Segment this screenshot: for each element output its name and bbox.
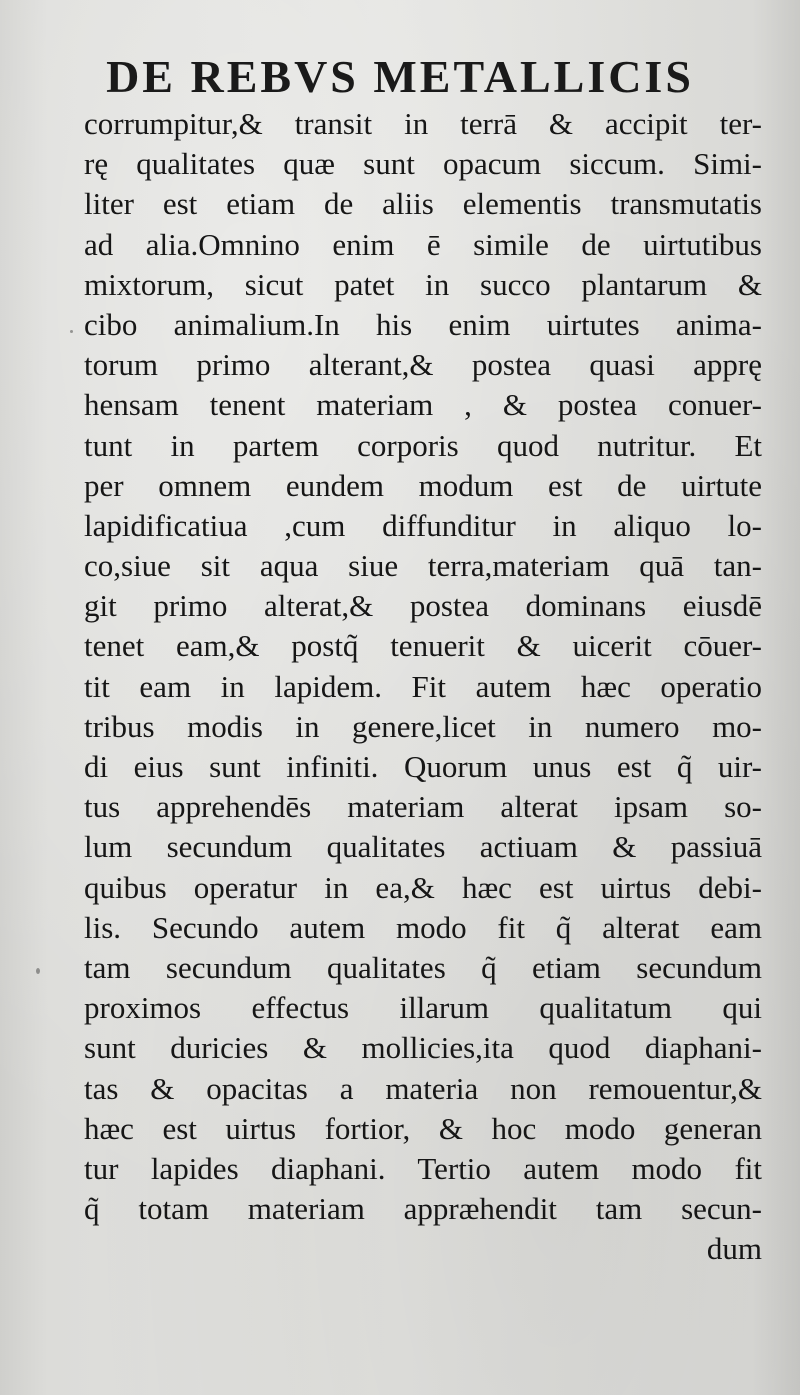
text-line: cibo animalium.In his enim uirtutes anima- (84, 306, 762, 342)
text-line: per omnem eundem modum est de uirtute (84, 467, 762, 503)
text-line: tenet eam,& postq̃ tenuerit & uicerit cōuer- (84, 628, 762, 664)
text-line: tunt in partem corporis quod nutritur. Et (84, 427, 762, 463)
text-line: proximos effectus illarum qualitatum qui (84, 990, 762, 1026)
ink-speck (36, 968, 40, 974)
text-line: mixtorum, sicut patet in succo plantarum & (84, 266, 762, 302)
text-line: tur lapides diaphani. Tertio autem modo fit (84, 1150, 762, 1186)
running-head: DE REBVS METALLICIS (106, 51, 694, 102)
ink-speck (70, 330, 73, 333)
text-line: tus apprehendēs materiam alterat ipsam so- (84, 789, 762, 825)
text-line: lapidificatiua ,cum diffunditur in aliquo lo- (84, 507, 762, 543)
text-line: ad alia.Omnino enim ē simile de uirtutibus (84, 226, 762, 262)
text-line: tam secundum qualitates q̃ etiam secundum (84, 949, 762, 985)
catchword: dum (706, 1231, 762, 1267)
text-line: co,siue sit aqua siue terra,materiam quā tan- (84, 548, 762, 584)
text-line: quibus operatur in ea,& hæc est uirtus debi- (84, 869, 762, 905)
text-line: git primo alterat,& postea dominans eiusdē (84, 588, 762, 624)
text-line: tit eam in lapidem. Fit autem hæc operatio (84, 668, 762, 704)
text-block (84, 104, 762, 1269)
text-line: lis. Secundo autem modo fit q̃ alterat eam (84, 909, 762, 945)
text-line: q̃ totam materiam appræhendit tam secun- (84, 1191, 762, 1227)
text-line: di eius sunt infiniti. Quorum unus est q̃ uir- (84, 749, 762, 784)
text-line: tas & opacitas a materia non remouentur,& (84, 1070, 762, 1106)
text-line: hensam tenent materiam , & postea conuer- (84, 387, 762, 423)
text-line: rę qualitates quæ sunt opacum siccum. Simi- (84, 146, 762, 182)
text-line: lum secundum qualitates actiuam & passiuā (84, 829, 762, 865)
text-line: liter est etiam de aliis elementis transmutatis (84, 186, 762, 222)
text-line: sunt duricies & mollicies,ita quod diaphani- (84, 1030, 762, 1066)
text-line: corrumpitur,& transit in terrā & accipit ter- (84, 106, 762, 141)
text-line: tribus modis in genere,licet in numero mo- (84, 708, 762, 744)
text-line: torum primo alterant,& postea quasi apprę (84, 347, 762, 383)
text-line: hæc est uirtus fortior, & hoc modo generan (84, 1110, 762, 1146)
